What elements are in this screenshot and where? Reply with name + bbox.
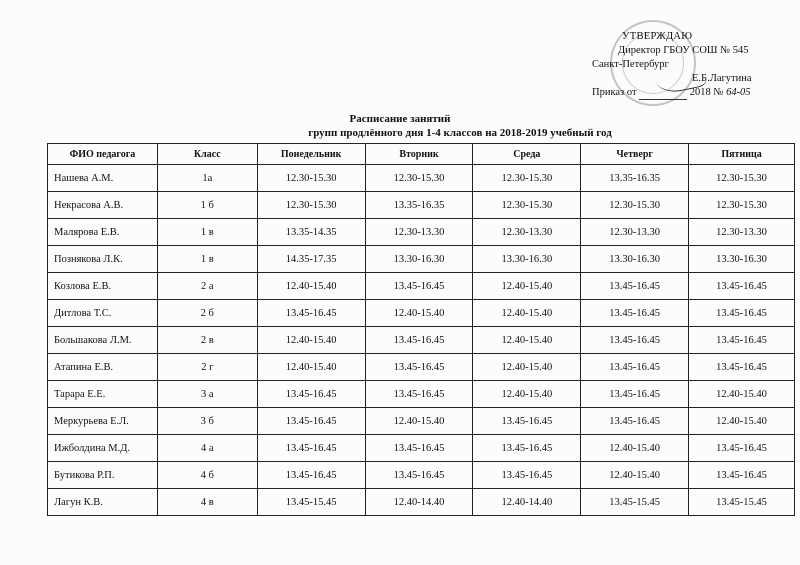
friday-cell: 12.40-15.40 [689,381,795,408]
document-title [0,112,800,140]
thursday-cell: 12.30-13.30 [581,219,689,246]
tuesday-cell: 12.40-14.40 [365,489,473,516]
class-cell: 3 а [157,381,257,408]
thursday-cell: 13.30-16.30 [581,246,689,273]
friday-cell: 13.45-16.45 [689,273,795,300]
header-tuesday: Вторник [365,144,473,165]
table-row [48,165,795,192]
approval-position: Директор ГБОУ СОШ № 545 [618,45,749,56]
teacher-name-cell: Большакова Л.М. [48,327,158,354]
teacher-name-cell: Нашева А.М. [48,165,158,192]
tuesday-cell: 13.45-16.45 [365,435,473,462]
table-row [48,381,795,408]
teacher-name-cell: Меркурьева Е.Л. [48,408,158,435]
class-cell: 2 б [157,300,257,327]
friday-cell: 13.45-15.45 [689,489,795,516]
monday-cell: 13.45-16.45 [257,300,365,327]
monday-cell: 13.45-16.45 [257,381,365,408]
approval-signer: Е.Б.Лагутина [692,73,752,84]
class-cell: 4 а [157,435,257,462]
friday-cell: 12.40-15.40 [689,408,795,435]
thursday-cell: 12.30-15.30 [581,192,689,219]
wednesday-cell: 12.30-15.30 [473,192,581,219]
tuesday-cell: 13.45-16.45 [365,273,473,300]
approval-city: Санкт-Петербург [592,59,669,70]
thursday-cell: 13.45-15.45 [581,489,689,516]
title-line-1: Расписание занятий [349,113,451,125]
wednesday-cell: 12.40-15.40 [473,381,581,408]
friday-cell: 13.45-16.45 [689,327,795,354]
class-cell: 4 б [157,462,257,489]
teacher-name-cell: Дитлова Т.С. [48,300,158,327]
teacher-name-cell: Бутикова Р.П. [48,462,158,489]
header-monday: Понедельник [257,144,365,165]
order-date: 2018 № [689,87,724,98]
order-date-blank [639,89,687,100]
wednesday-cell: 13.45-16.45 [473,408,581,435]
title-line-2: групп продлённого дня 1-4 классов на 2018-2019 учебный год [308,127,612,139]
order-number: 64-05 [726,87,751,98]
header-teacher: ФИО педагога [48,144,158,165]
wednesday-cell: 12.40-14.40 [473,489,581,516]
table-body [48,165,795,516]
approval-heading: УТВЕРЖДАЮ [622,31,693,42]
thursday-cell: 12.40-15.40 [581,462,689,489]
approval-block [592,30,792,100]
tuesday-cell: 12.40-15.40 [365,408,473,435]
teacher-name-cell: Ижболдина М.Д. [48,435,158,462]
table-row [48,219,795,246]
tuesday-cell: 13.45-16.45 [365,381,473,408]
monday-cell: 13.45-16.45 [257,462,365,489]
thursday-cell: 13.45-16.45 [581,354,689,381]
table-row [48,327,795,354]
thursday-cell: 13.45-16.45 [581,327,689,354]
table-header-row [48,144,795,165]
friday-cell: 13.45-16.45 [689,435,795,462]
monday-cell: 13.45-16.45 [257,408,365,435]
teacher-name-cell: Тарара Е.Е. [48,381,158,408]
class-cell: 1а [157,165,257,192]
wednesday-cell: 12.40-15.40 [473,300,581,327]
class-cell: 3 б [157,408,257,435]
teacher-name-cell: Лагун К.В. [48,489,158,516]
friday-cell: 12.30-13.30 [689,219,795,246]
teacher-name-cell: Козлова Е.В. [48,273,158,300]
friday-cell: 13.30-16.30 [689,246,795,273]
friday-cell: 13.45-16.45 [689,300,795,327]
class-cell: 1 в [157,219,257,246]
teacher-name-cell: Некрасова А.В. [48,192,158,219]
header-friday: Пятница [689,144,795,165]
header-thursday: Четверг [581,144,689,165]
monday-cell: 12.40-15.40 [257,354,365,381]
class-cell: 2 г [157,354,257,381]
tuesday-cell: 13.45-16.45 [365,354,473,381]
table-row [48,300,795,327]
tuesday-cell: 13.30-16.30 [365,246,473,273]
thursday-cell: 13.45-16.45 [581,381,689,408]
monday-cell: 14.35-17.35 [257,246,365,273]
monday-cell: 13.45-15.45 [257,489,365,516]
table-row [48,462,795,489]
tuesday-cell: 12.30-15.30 [365,165,473,192]
tuesday-cell: 12.30-13.30 [365,219,473,246]
wednesday-cell: 12.40-15.40 [473,273,581,300]
teacher-name-cell: Атапина Е.В. [48,354,158,381]
class-cell: 2 а [157,273,257,300]
thursday-cell: 13.45-16.45 [581,300,689,327]
thursday-cell: 13.35-16.35 [581,165,689,192]
tuesday-cell: 13.45-16.45 [365,327,473,354]
monday-cell: 12.30-15.30 [257,192,365,219]
class-cell: 4 в [157,489,257,516]
thursday-cell: 12.40-15.40 [581,435,689,462]
wednesday-cell: 13.30-16.30 [473,246,581,273]
class-cell: 1 б [157,192,257,219]
wednesday-cell: 13.45-16.45 [473,435,581,462]
tuesday-cell: 13.45-16.45 [365,462,473,489]
table-row [48,435,795,462]
table-row [48,246,795,273]
monday-cell: 12.30-15.30 [257,165,365,192]
tuesday-cell: 13.35-16.35 [365,192,473,219]
class-cell: 1 в [157,246,257,273]
thursday-cell: 13.45-16.45 [581,408,689,435]
tuesday-cell: 12.40-15.40 [365,300,473,327]
wednesday-cell: 12.40-15.40 [473,327,581,354]
class-cell: 2 в [157,327,257,354]
monday-cell: 12.40-15.40 [257,327,365,354]
friday-cell: 12.30-15.30 [689,192,795,219]
table-row [48,192,795,219]
teacher-name-cell: Малярова Е.В. [48,219,158,246]
friday-cell: 12.30-15.30 [689,165,795,192]
teacher-name-cell: Познякова Л.К. [48,246,158,273]
schedule-table [47,143,795,516]
table-row [48,354,795,381]
wednesday-cell: 13.45-16.45 [473,462,581,489]
thursday-cell: 13.45-16.45 [581,273,689,300]
header-wednesday: Среда [473,144,581,165]
header-class: Класс [157,144,257,165]
monday-cell: 12.40-15.40 [257,273,365,300]
wednesday-cell: 12.30-15.30 [473,165,581,192]
monday-cell: 13.35-14.35 [257,219,365,246]
wednesday-cell: 12.40-15.40 [473,354,581,381]
table-row [48,408,795,435]
friday-cell: 13.45-16.45 [689,462,795,489]
approval-order [592,86,792,100]
friday-cell: 13.45-16.45 [689,354,795,381]
monday-cell: 13.45-16.45 [257,435,365,462]
wednesday-cell: 12.30-13.30 [473,219,581,246]
table-row [48,273,795,300]
table-row [48,489,795,516]
order-prefix: Приказ от [592,87,637,98]
